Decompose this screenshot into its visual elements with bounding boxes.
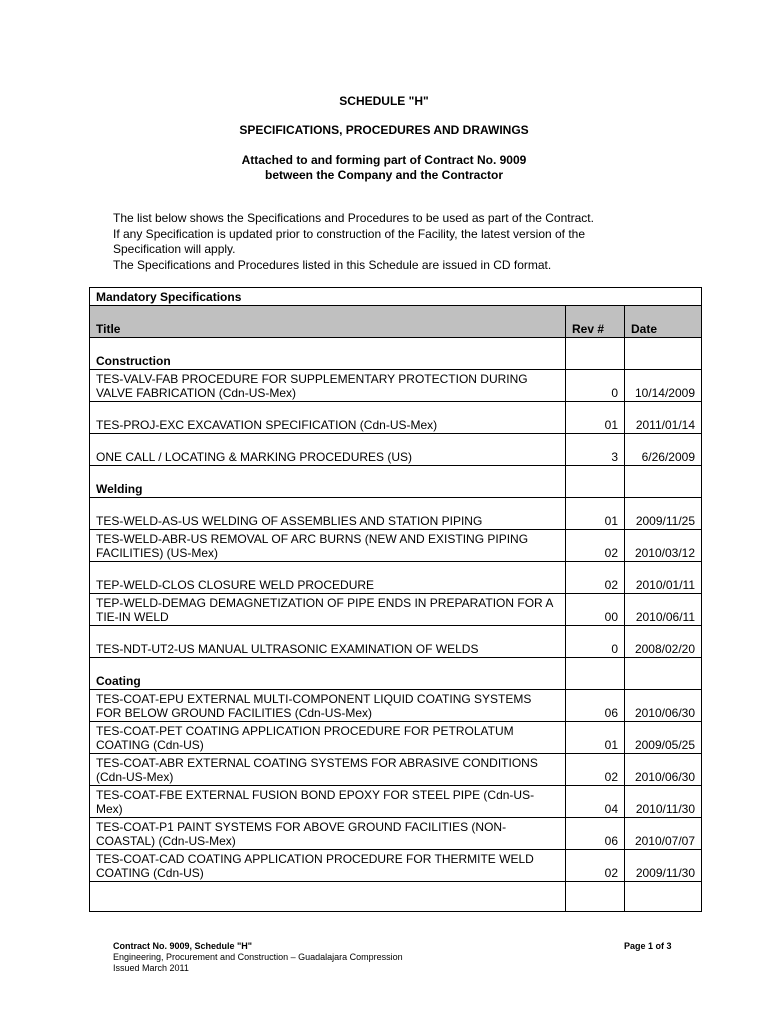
empty-cell	[625, 338, 702, 370]
date-cell: 2010/03/12	[625, 530, 702, 562]
date-cell: 2009/05/25	[625, 722, 702, 754]
table-row	[90, 754, 702, 786]
date-cell: 2010/06/11	[625, 594, 702, 626]
intro-line: If any Specification is updated prior to construction of the Facility, the latest version of the	[113, 226, 586, 241]
rev-cell: 04	[566, 786, 625, 818]
rev-cell: 02	[566, 754, 625, 786]
date-cell: 2010/06/30	[625, 690, 702, 722]
parties-line: between the Company and the Contractor	[264, 168, 504, 182]
date-cell: 2010/07/07	[625, 818, 702, 850]
table-row	[90, 722, 702, 754]
table-row	[90, 498, 702, 530]
section-row	[90, 658, 702, 690]
spec-title-cell: TES-WELD-AS-US WELDING OF ASSEMBLIES AND STATION PIPING	[90, 498, 566, 530]
rev-cell: 02	[566, 850, 625, 882]
table-banner: Mandatory Specifications	[90, 288, 702, 306]
spec-title-cell: TES-COAT-EPU EXTERNAL MULTI-COMPONENT LIQUID COATING SYSTEMS FOR BELOW GROUND FACILITIES (Cdn-US-Mex)	[90, 690, 566, 722]
rev-cell: 3	[566, 434, 625, 466]
table-row	[90, 786, 702, 818]
spec-title-cell: TEP-WELD-CLOS CLOSURE WELD PROCEDURE	[90, 562, 566, 594]
table-row	[90, 850, 702, 882]
intro-line: The list below shows the Specifications and Procedures to be used as part of the Contract.	[113, 211, 594, 225]
spec-title-cell: TES-COAT-ABR EXTERNAL COATING SYSTEMS FOR ABRASIVE CONDITIONS (Cdn-US-Mex)	[90, 754, 566, 786]
spec-title-cell: ONE CALL / LOCATING & MARKING PROCEDURES (US)	[90, 434, 566, 466]
column-header-date: Date	[625, 306, 702, 338]
empty-cell	[566, 466, 625, 498]
spec-title-cell: TES-PROJ-EXC EXCAVATION SPECIFICATION (Cdn-US-Mex)	[90, 402, 566, 434]
section-row	[90, 466, 702, 498]
empty-cell	[90, 882, 566, 912]
intro-line: The Specifications and Procedures listed in this Schedule are issued in CD format.	[113, 257, 552, 272]
date-cell: 2010/11/30	[625, 786, 702, 818]
rev-cell: 01	[566, 402, 625, 434]
date-cell: 2009/11/30	[625, 850, 702, 882]
date-cell: 2010/01/11	[625, 562, 702, 594]
column-header-title: Title	[90, 306, 566, 338]
date-cell: 2008/02/20	[625, 626, 702, 658]
table-row	[90, 594, 702, 626]
table-row	[90, 370, 702, 402]
table-row	[90, 434, 702, 466]
rev-cell: 0	[566, 370, 625, 402]
date-cell: 6/26/2009	[625, 434, 702, 466]
page-footer	[113, 941, 403, 974]
spec-title-cell: TES-COAT-CAD COATING APPLICATION PROCEDURE FOR THERMITE WELD COATING (Cdn-US)	[90, 850, 566, 882]
page-number: Page 1 of 3	[624, 941, 672, 951]
table-row	[90, 562, 702, 594]
rev-cell: 02	[566, 562, 625, 594]
table-row	[90, 690, 702, 722]
rev-cell: 01	[566, 498, 625, 530]
intro-paragraph	[113, 211, 633, 273]
table-row	[90, 626, 702, 658]
spec-title-cell: TES-NDT-UT2-US MANUAL ULTRASONIC EXAMINATION OF WELDS	[90, 626, 566, 658]
schedule-title: SCHEDULE "H"	[339, 94, 429, 108]
spec-title-cell: TES-COAT-PET COATING APPLICATION PROCEDURE FOR PETROLATUM COATING (Cdn-US)	[90, 722, 566, 754]
document-subtitle: SPECIFICATIONS, PROCEDURES AND DRAWINGS	[239, 123, 529, 137]
rev-cell: 06	[566, 690, 625, 722]
section-heading: Construction	[90, 338, 566, 370]
empty-cell	[625, 466, 702, 498]
date-cell: 2009/11/25	[625, 498, 702, 530]
rev-cell: 0	[566, 626, 625, 658]
contract-attachment-line: Attached to and forming part of Contract No. 9009	[241, 153, 527, 167]
date-cell: 2011/01/14	[625, 402, 702, 434]
spec-title-cell: TEP-WELD-DEMAG DEMAGNETIZATION OF PIPE ENDS IN PREPARATION FOR A TIE-IN WELD	[90, 594, 566, 626]
footer-contract: Contract No. 9009, Schedule "H"	[113, 941, 253, 951]
section-heading: Coating	[90, 658, 566, 690]
date-cell: 10/14/2009	[625, 370, 702, 402]
rev-cell: 00	[566, 594, 625, 626]
footer-project: Engineering, Procurement and Construction – Guadalajara Compression	[113, 952, 403, 962]
empty-cell	[566, 658, 625, 690]
empty-cell	[625, 658, 702, 690]
spec-title-cell: TES-COAT-FBE EXTERNAL FUSION BOND EPOXY FOR STEEL PIPE (Cdn-US-Mex)	[90, 786, 566, 818]
date-cell: 2010/06/30	[625, 754, 702, 786]
specifications-table	[89, 287, 702, 912]
empty-cell	[625, 882, 702, 912]
spec-title-cell: TES-WELD-ABR-US REMOVAL OF ARC BURNS (NEW AND EXISTING PIPING FACILITIES) (US-Mex)	[90, 530, 566, 562]
table-row	[90, 530, 702, 562]
spec-title-cell: TES-COAT-P1 PAINT SYSTEMS FOR ABOVE GROUND FACILITIES (NON-COASTAL) (Cdn-US-Mex)	[90, 818, 566, 850]
table-row	[90, 818, 702, 850]
empty-cell	[566, 338, 625, 370]
empty-cell	[566, 882, 625, 912]
footer-issued: Issued March 2011	[113, 963, 189, 973]
table-row	[90, 402, 702, 434]
rev-cell: 06	[566, 818, 625, 850]
empty-row	[90, 882, 702, 912]
spec-title-cell: TES-VALV-FAB PROCEDURE FOR SUPPLEMENTARY PROTECTION DURING VALVE FABRICATION (Cdn-US-Mex)	[90, 370, 566, 402]
column-header-rev: Rev #	[566, 306, 625, 338]
section-row	[90, 338, 702, 370]
rev-cell: 02	[566, 530, 625, 562]
intro-line: Specification will apply.	[113, 242, 236, 256]
rev-cell: 01	[566, 722, 625, 754]
section-heading: Welding	[90, 466, 566, 498]
